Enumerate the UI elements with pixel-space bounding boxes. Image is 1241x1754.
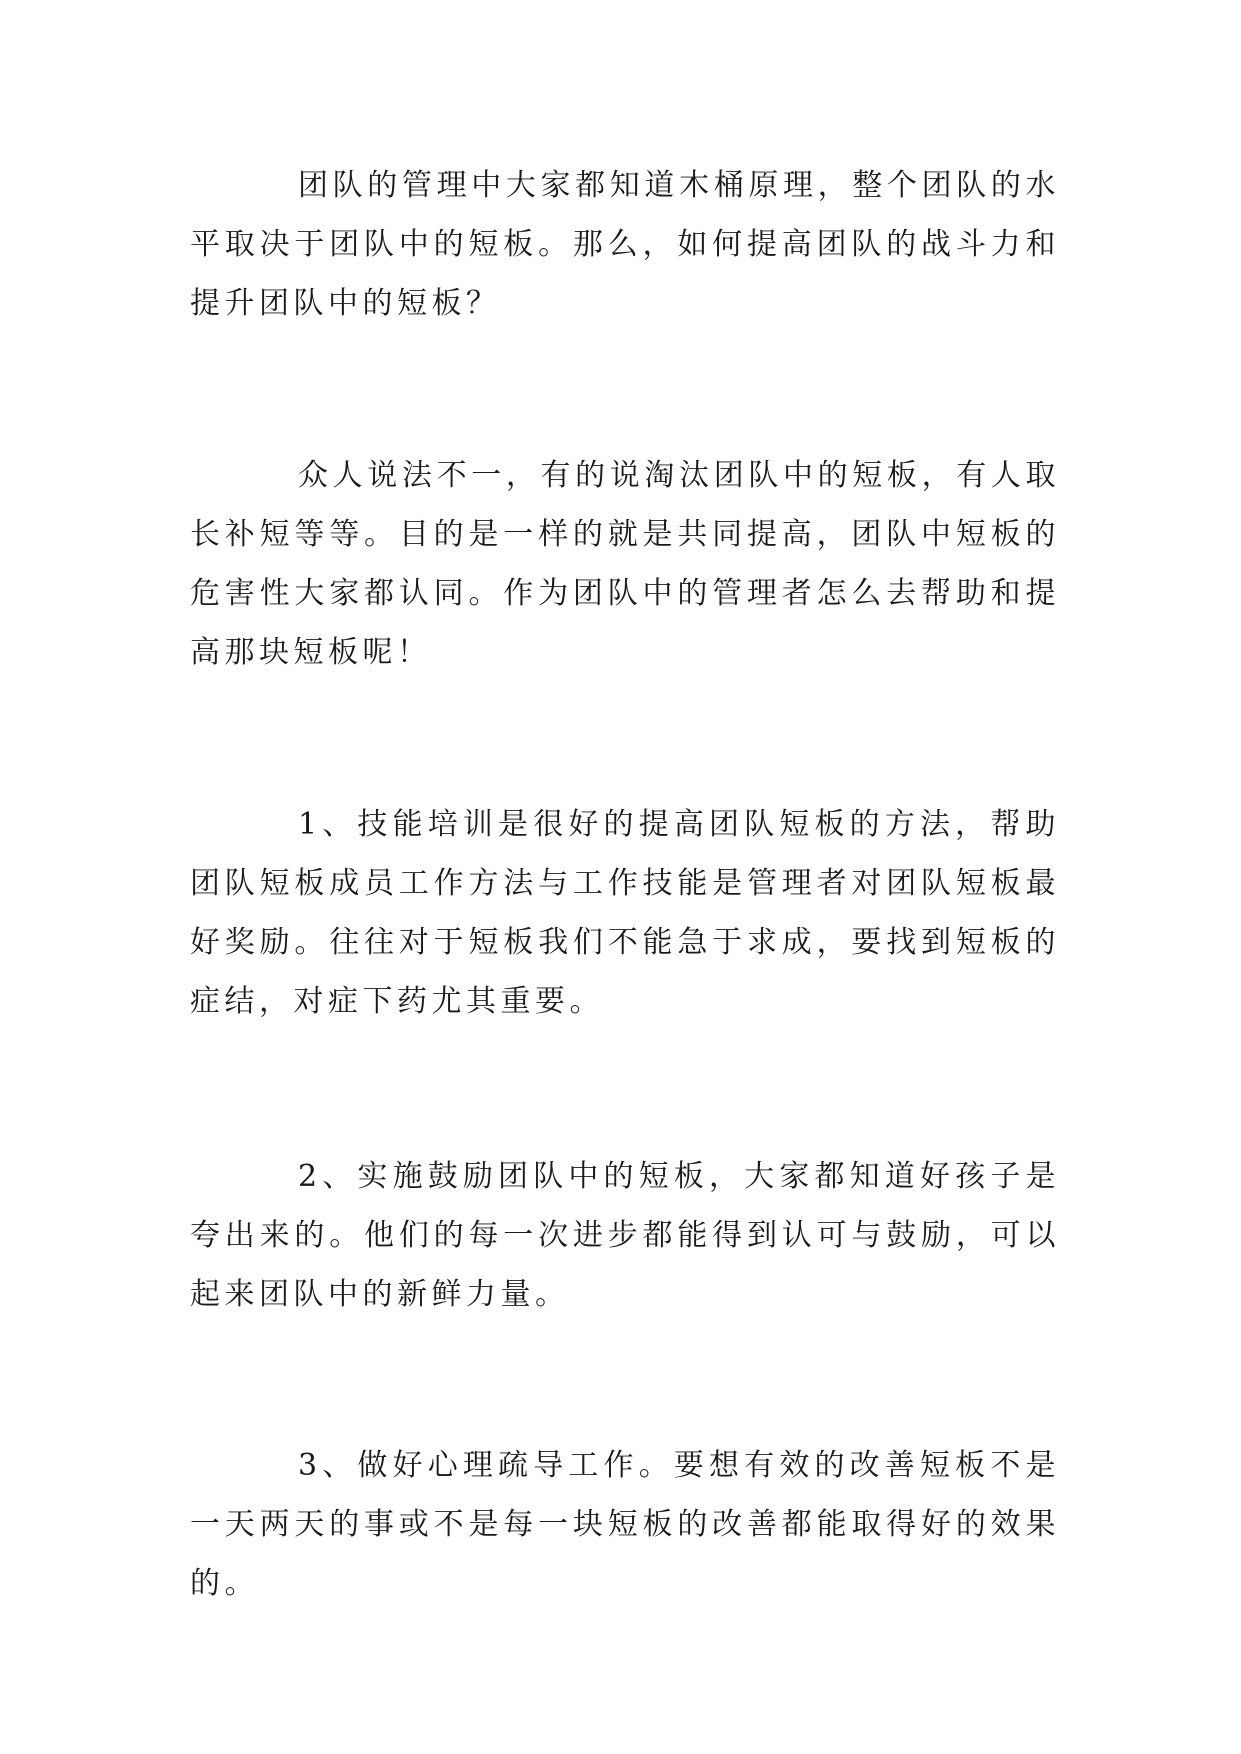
paragraph-point-3: 3、做好心理疏导工作。要想有效的改善短板不是一天两天的事或不是每一块短板的改善都能取得好的效果的。 [190, 1448, 1060, 1601]
paragraph-intro: 团队的管理中大家都知道木桶原理，整个团队的水平取决于团队中的短板。那么，如何提高团队的战斗力和提升团队中的短板？ [190, 168, 1060, 321]
paragraph-point-2: 2、实施鼓励团队中的短板，大家都知道好孩子是夸出来的。他们的每一次进步都能得到认可与鼓励，可以起来团队中的新鲜力量。 [190, 1159, 1060, 1312]
paragraph-point-1: 1、技能培训是很好的提高团队短板的方法，帮助团队短板成员工作方法与工作技能是管理者对团队短板最好奖励。往往对于短板我们不能急于求成，要找到短板的症结，对症下药尤其重要。 [190, 807, 1060, 1019]
paragraph-opinions: 众人说法不一，有的说淘汰团队中的短板，有人取长补短等等。目的是一样的就是共同提高，团队中短板的危害性大家都认同。作为团队中的管理者怎么去帮助和提高那块短板呢！ [190, 458, 1060, 670]
